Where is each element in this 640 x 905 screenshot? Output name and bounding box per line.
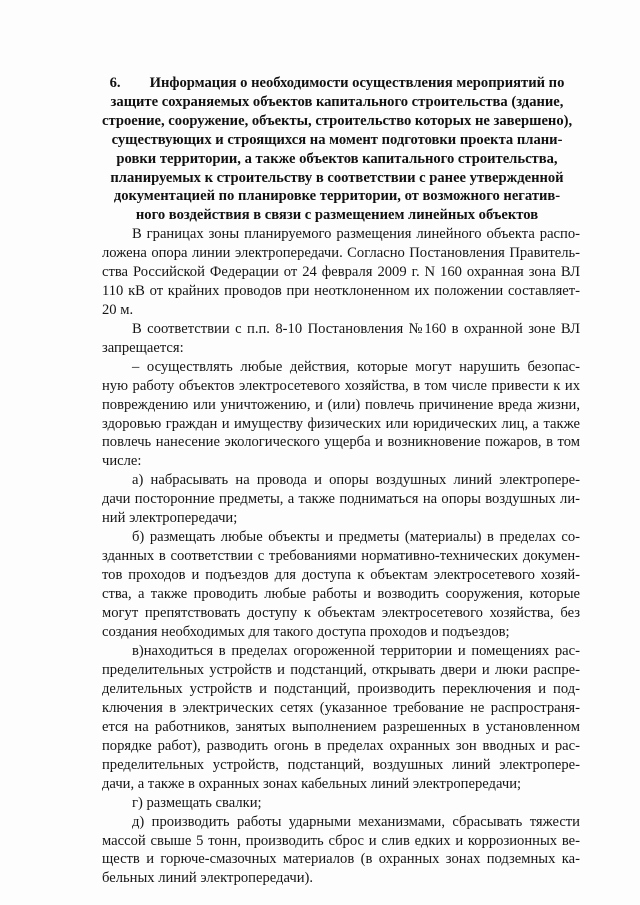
text-line: д) производить работы ударными механизмами, сбрасывать тяжести bbox=[132, 813, 580, 830]
text-line: ний электропередачи; bbox=[102, 510, 238, 527]
text-line: дачи, а также в охранных зонах кабельных линий электропередачи; bbox=[102, 775, 522, 792]
text-line: числе: bbox=[102, 453, 142, 470]
text-line: г) размещать свалки; bbox=[132, 794, 262, 811]
text-line: тов проходов и подъездов для доступа к объектам электросетевого хозяй- bbox=[102, 567, 580, 584]
heading-line: защите сохраняемых объектов капитального строительства (здание, bbox=[110, 93, 564, 110]
body-text bbox=[102, 225, 580, 888]
text-line: зданных в соответствии с требованиями нормативно-технических докумен- bbox=[102, 548, 580, 565]
heading-line: существующих и строящихся на момент подготовки проекта плани- bbox=[111, 131, 563, 148]
text-line: пределительных устройств, подстанций, воздушных линий электропере- bbox=[102, 756, 580, 773]
text-line: повреждению или уничтожению, и (или) повлечь причинение вреда жизни, bbox=[102, 396, 580, 413]
heading-line: ровки территории, а также объектов капитального строительства, bbox=[116, 150, 558, 167]
text-line: а) набрасывать на провода и опоры воздушных линий электропере- bbox=[132, 472, 580, 489]
text-line: повлечь нанесение экологического ущерба и возникновение пожаров, в том bbox=[102, 434, 580, 451]
section-heading bbox=[102, 74, 572, 225]
text-line: В соответствии с п.п. 8-10 Постановления №160 в охранной зоне ВЛ bbox=[132, 320, 580, 337]
text-line: здоровью граждан и имуществу физических или юридических лиц, а также bbox=[102, 415, 580, 432]
text-line: 110 кВ от крайних проводов при неотклоненном их положении составляет- bbox=[102, 282, 580, 299]
text-line: ства Российской Федерации от 24 февраля 2009 г. N 160 охранная зона ВЛ bbox=[102, 263, 580, 280]
text-line: ществ и горюче-смазочных материалов (в охранных зонах подземных ка- bbox=[102, 851, 580, 868]
text-line: массой свыше 5 тонн, производить сброс и слив едких и коррозионных ве- bbox=[102, 832, 580, 849]
text-line: порядке работ), разводить огонь в пределах охранных зон вводных и рас- bbox=[102, 737, 580, 754]
text-line: ется на работников, занятых выполнением разрешенных в установленном bbox=[102, 718, 580, 735]
text-line: в)находиться в пределах огороженной территории и помещениях рас- bbox=[132, 642, 580, 659]
heading-line: ного воздействия в связи с размещением линейных объектов bbox=[135, 207, 539, 224]
heading-line: документацией по планировке территории, от возможного негатив- bbox=[113, 188, 561, 205]
heading-line: строение, сооружение, объекты, строительство которых не завершено), bbox=[102, 112, 573, 129]
text-line: создания необходимых для такого доступа проходов и подъездов; bbox=[102, 624, 510, 641]
text-line: В границах зоны планируемого размещения линейного объекта распо- bbox=[132, 226, 580, 242]
text-line: пределительных устройств и подстанций, открывать двери и люки распре- bbox=[102, 661, 580, 678]
text-line: дачи посторонние предметы, а также подниматься на опоры воздушных ли- bbox=[102, 491, 580, 508]
text-line: могут препятствовать доступу к объектам электросетевого хозяйства, без bbox=[102, 605, 580, 622]
text-line: – осуществлять любые действия, которые могут нарушить безопас- bbox=[132, 358, 580, 375]
text-line: бельных линий электропередачи). bbox=[102, 870, 314, 887]
text-line: ства, а также проводить любые работы и возводить сооружения, которые bbox=[102, 586, 580, 603]
text-line: делительных устройств и подстанций, производить переключения и под- bbox=[102, 680, 580, 697]
section-number: 6. bbox=[109, 75, 121, 91]
text-line: ключения в электрических сетях (указанное требование не распространя- bbox=[102, 699, 580, 716]
heading-line: планируемых к строительству в соответствии с ранее утвержденной bbox=[110, 169, 564, 186]
text-line: 20 м. bbox=[102, 301, 134, 318]
heading-line: 6. Информация о необходимости осуществления мероприятий по bbox=[109, 75, 565, 91]
text-line: ную работу объектов электросетевого хозяйства, в том числе привести к их bbox=[102, 377, 580, 394]
text-line: ложена опора линии электропередачи. Согласно Постановления Правитель- bbox=[102, 244, 580, 261]
text-line: запрещается: bbox=[102, 339, 184, 356]
text-line: б) размещать любые объекты и предметы (материалы) в пределах со- bbox=[132, 529, 580, 546]
